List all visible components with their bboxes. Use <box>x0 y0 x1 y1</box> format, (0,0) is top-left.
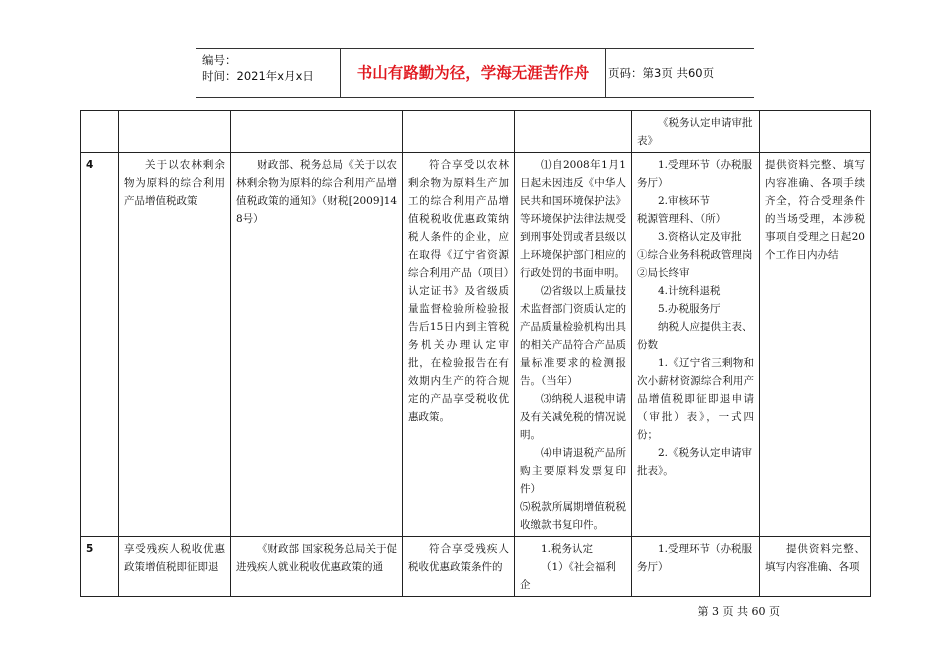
time-limit-cell <box>760 537 871 597</box>
table-row <box>81 111 871 153</box>
table-cell <box>515 111 632 153</box>
process-step: 纳税人应提供主表、份数 <box>637 321 753 351</box>
process-step: ②局长终审 <box>637 267 690 279</box>
process-step: 1.受理环节（办税服务厅） <box>637 543 753 573</box>
materials-cell <box>515 153 632 537</box>
process-cell <box>632 153 760 537</box>
table-row <box>81 537 871 597</box>
page-footer: 第 3 页 共 60 页 <box>697 605 780 618</box>
process-step: ①综合业务科税政管理岗 <box>637 249 753 261</box>
material-item: 1.税务认定 <box>541 543 594 555</box>
time-limit: 提供资料完整、填写内容准确、各项手续齐全，符合受理条件的当场受理，本涉税事项自受理之日起20个工作日内办结 <box>765 159 865 261</box>
process-text: 《税务认定申请审批表》 <box>637 117 753 147</box>
process-step: 税源管理科、（所） <box>637 213 727 225</box>
table-cell <box>632 111 760 153</box>
basis-cell <box>231 537 403 597</box>
row-number: 4 <box>81 153 119 537</box>
policy-name: 关于以农林剩余物为原料的综合利用产品增值税政策 <box>124 159 225 207</box>
time-label: 时间：2021年x月x日 <box>202 69 314 83</box>
number-label: 编号： <box>202 53 237 67</box>
policy-basis: 《财政部 国家税务总局关于促进残疾人就业税收优惠政策的通 <box>236 543 397 573</box>
material-item: ⑵省级以上质量技术监督部门资质认定的产品质量检验机构出具的相关产品符合产品质量标准要求的检测报告。（当年） <box>520 285 626 387</box>
materials-cell <box>515 537 632 597</box>
material-item: ⑷申请退税产品所购主要原料发票复印件） <box>520 447 626 495</box>
table-cell <box>119 111 231 153</box>
table-cell <box>231 111 403 153</box>
header-meta <box>202 52 342 84</box>
page-header <box>196 48 754 98</box>
table-cell <box>403 111 515 153</box>
table-cell <box>760 111 871 153</box>
table-cell <box>81 111 119 153</box>
material-item: ⑶纳税人退税申请及有关减免税的情况说明。 <box>520 393 626 441</box>
process-step: 1.受理环节（办税服务厅） <box>637 159 753 189</box>
policy-basis: 财政部、税务总局《关于以农林剩余物为原料的综合利用产品增值税政策的通知》（财税[2009]148号） <box>236 159 397 225</box>
time-limit-cell <box>760 153 871 537</box>
material-item: ⑸税款所属期增值税税收缴款书复印件。 <box>520 501 626 531</box>
material-item: ⑴自2008年1月1日起未因违反《中华人民共和国环境保护法》等环境保护法律法规受到刑事处罚或者县级以上环境保护部门相应的行政处罚的书面申明。 <box>520 159 626 279</box>
policy-scope: 符合享受以农林剩余物为原料生产加工的综合利用产品增值税税收优惠政策纳税人条件的企业，应在取得《辽宁省资源综合利用产品（项目）认定证书》及省级质量监督检验所检验报告后15日内到主管税务机关办理认定审批，在检验报告在有效期内生产的符合规定的产品享受税收优惠政策。 <box>408 159 509 423</box>
table-row <box>81 153 871 537</box>
scope-cell <box>403 153 515 537</box>
time-limit: 提供资料完整、填写内容准确、各项 <box>765 543 865 573</box>
process-cell <box>632 537 760 597</box>
policy-name-cell <box>119 537 231 597</box>
policy-table <box>80 110 871 597</box>
process-step: 5.办税服务厅 <box>658 303 721 315</box>
material-item: （1）《社会福利企 <box>520 561 616 591</box>
header-divider <box>605 49 606 97</box>
process-step: 3.资格认定及审批 <box>658 231 742 243</box>
process-step: 2.审核环节 <box>658 195 711 207</box>
process-step: 1.《辽宁省三剩物和次小薪材资源综合利用产品增值税即征即退申请（审批）表》，一式四份； <box>637 357 754 441</box>
process-step: 2.《税务认定申请审批表》。 <box>637 447 753 477</box>
basis-cell <box>231 153 403 537</box>
row-number: 5 <box>81 537 119 597</box>
policy-scope: 符合享受残疾人税收优惠政策条件的 <box>408 543 509 573</box>
header-page-label: 页码：第3页 共60页 <box>608 66 715 80</box>
header-motto: 书山有路勤为径，学海无涯苦作舟 <box>356 64 590 82</box>
policy-name-cell <box>119 153 231 537</box>
policy-name: 享受残疾人税收优惠政策增值税即征即退 <box>124 543 225 573</box>
scope-cell <box>403 537 515 597</box>
process-step: 4.计统科退税 <box>658 285 721 297</box>
